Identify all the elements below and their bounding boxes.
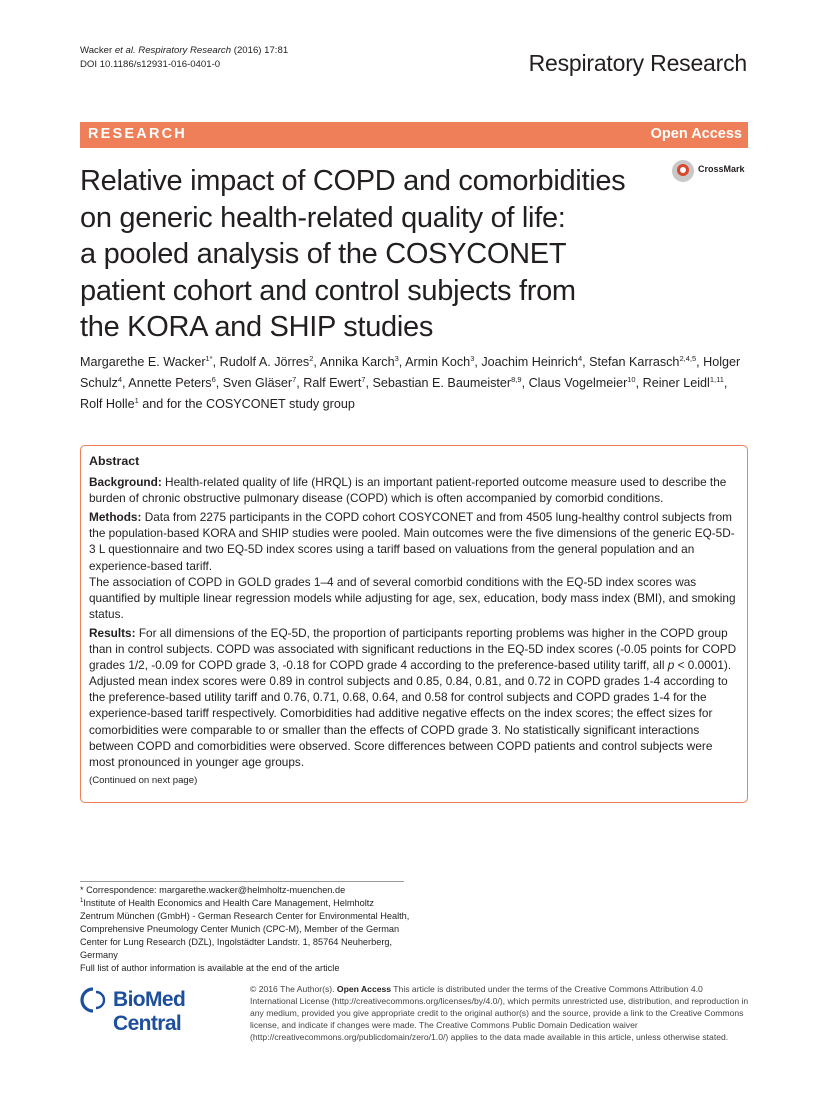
abstract-background: Background: Health-related quality of life (HRQL) is an important patient-reported outcome measure used to describe the burden of chronic obstructive pulmonary disease (COPD) which is often accompanied by comorbid conditions.: [89, 475, 727, 506]
abstract-results: Results: For all dimensions of the EQ-5D, the proportion of participants reporting problems was higher in the COPD group than in control subjects. COPD was associated with significant reductions in the EQ-5D index scores (-0.05 points for COPD grades 1/2, -0.09 for COPD grade 3, -0.18 for COPD grade 4 according to the preference-based utility tariff, all p < 0.0001). Adjusted mean index scores were 0.89 in control subjects and 0.85, 0.84, 0.81, and 0.72 in COPD grades 1-4 according to the preference-based utility tariff and 0.76, 0.71, 0.68, 0.64, and 0.58 for control subjects and COPD grades 1-4 for the experience-based tariff respectively. Comorbidities had additive negative effects on the index scores; the effect sizes for comorbidities were comparable to or smaller than the effects of COPD grade 3. No statistically significant interactions between COPD and comorbidities were observed. Score differences between COPD patients and control subjects were most pronounced in younger age groups.: [89, 625, 737, 769]
author-affiliation-marker: 3: [394, 353, 399, 363]
author-affiliation-marker: 6: [211, 374, 216, 384]
article-type-banner: [80, 122, 748, 148]
authors-group: and for the COSYCONET study group: [138, 396, 355, 411]
author-name: Annette Peters: [128, 375, 212, 390]
footnote-divider: [80, 881, 404, 882]
title-line: on generic health-related quality of life:: [80, 201, 566, 234]
author-affiliation-marker: 10: [627, 374, 636, 384]
author-affiliation-marker: 4: [577, 353, 583, 363]
author-list: Margarethe E. Wacker$^{1*}$, Rudolf A. Jörres$^2$, Annika Karch$^3$, Armin Koch$^3$, Joachim Heinrich$^4$, Stefan Karrasch$^{2,4,5}$, Holger Schulz$^4$, Annette Peters$^6$, Sven Gläser$^7$, Ralf Ewert$^7$, Sebastian E. Baumeister$^{8,9}$, Claus Vogelmeier$^{10}$, Reiner Leidl$^{1,11}$, Rolf Holle$^1$ and for the COSYCONET study group: [80, 353, 741, 411]
author-affiliation-marker: 8,9: [511, 374, 522, 384]
abstract-box: [80, 445, 748, 803]
footnotes: [80, 884, 410, 975]
title-line: a pooled analysis of the COSYCONET: [80, 238, 567, 270]
author-affiliation-marker: 1,11: [709, 374, 724, 384]
continued-note: (Continued on next page): [89, 774, 198, 786]
correspondence: * Correspondence: margarethe.wacker@helmholtz-muenchen.de: [80, 885, 346, 895]
author-name: Margarethe E. Wacker: [80, 355, 206, 369]
author-name: Annika Karch: [319, 355, 395, 369]
author-affiliation-marker: 2: [309, 353, 314, 363]
title-line: the KORA and SHIP studies: [80, 311, 434, 343]
author-name: Sven Gläser: [222, 375, 293, 390]
title-line: patient cohort and control subjects from: [80, 274, 576, 307]
citation-authors: Wacker: [80, 45, 115, 56]
abstract-heading: Abstract: [89, 454, 140, 468]
biomed-central-icon: [80, 987, 106, 1013]
author-name: Ralf Ewert: [303, 375, 362, 390]
author-affiliation-marker: 7: [292, 374, 297, 384]
publisher-name: BioMed Central: [113, 988, 186, 1035]
author-info-note: Full list of author information is available at the end of the article: [80, 963, 340, 973]
author-affiliation-marker: 3: [470, 353, 475, 363]
title-line: Relative impact of COPD and comorbidities: [80, 165, 626, 197]
journal-name: Respiratory Research: [528, 50, 747, 76]
author-affiliation-marker: 7: [361, 374, 366, 384]
author-affiliation-marker: 1: [134, 395, 139, 405]
author-affiliation-marker: 2,4,5: [679, 353, 697, 363]
doi[interactable]: DOI 10.1186/s12931-016-0401-0: [80, 59, 221, 70]
author-name: Armin Koch: [405, 355, 471, 369]
article-title: [80, 163, 670, 346]
citation-journal: et al. Respiratory Research: [114, 45, 232, 56]
author-name: Sebastian E. Baumeister: [372, 375, 512, 390]
author-affiliation-marker: 1*: [205, 353, 213, 363]
abstract-methods: Methods: Data from 2275 participants in the COPD cohort COSYCONET and from 4505 lung-healthy control subjects from the population-based KORA and SHIP studies were pooled. Main outcomes were the five dimensions of the generic EQ-5D-3 L questionnaire and two EQ-5D index scores using a tariff based on valuations from the general population and an experience-based tariff. The association of COPD in GOLD grades 1–4 and of several comorbid conditions with the EQ-5D index scores was quantified by multiple linear regression models while adjusting for age, sex, education, body mass index (BMI), and smoking status.: [89, 510, 736, 621]
author-name: Stefan Karrasch: [589, 355, 680, 369]
author-name: Holger Schulz: [80, 355, 741, 390]
affiliation: $^1$Institute of Health Economics and Health Care Management, Helmholtz Zentrum München (GmbH) - German Research Center for Environmental Health, Comprehensive Pneumology Center Munich (CPC-M), Member of the German Center for Lung Research (DZL), Ingolstädter Landstr. 1, 85764 Neuherberg, Germany: [80, 897, 410, 960]
author-name: Joachim Heinrich: [481, 355, 578, 369]
author-affiliation-marker: 4: [117, 374, 122, 384]
crossmark-icon: [672, 160, 694, 182]
crossmark-label: CrossMark: [698, 164, 745, 174]
research-label: RESEARCH: [88, 126, 187, 142]
author-name: Claus Vogelmeier: [528, 375, 628, 390]
crossmark-badge[interactable]: [672, 158, 752, 186]
license-text: © 2016 The Author(s). Open Access This article is distributed under the terms of the Creative Commons Attribution 4.0 International License (http://creativecommons.org/licenses/by/4.0/), which permits unrestricted use, distribution, and reproduction in any medium, provided you give appropriate credit to the original author(s) and the source, provide a link to the Creative Commons license, and indicate if changes were made. The Creative Commons Public Domain Dedication waiver (http://creativecommons.org/publicdomain/zero/1.0/) applies to the data made available in this article, unless otherwise stated.: [250, 984, 749, 1043]
author-name: Rolf Holle: [80, 396, 135, 411]
citation-year: (2016) 17:81: [231, 45, 289, 56]
open-access-label: Open Access: [650, 126, 742, 142]
author-name: Reiner Leidl: [642, 375, 710, 390]
biomed-central-logo: [80, 985, 240, 1035]
author-name: Rudolf A. Jörres: [219, 355, 310, 369]
citation-header: [80, 44, 288, 72]
